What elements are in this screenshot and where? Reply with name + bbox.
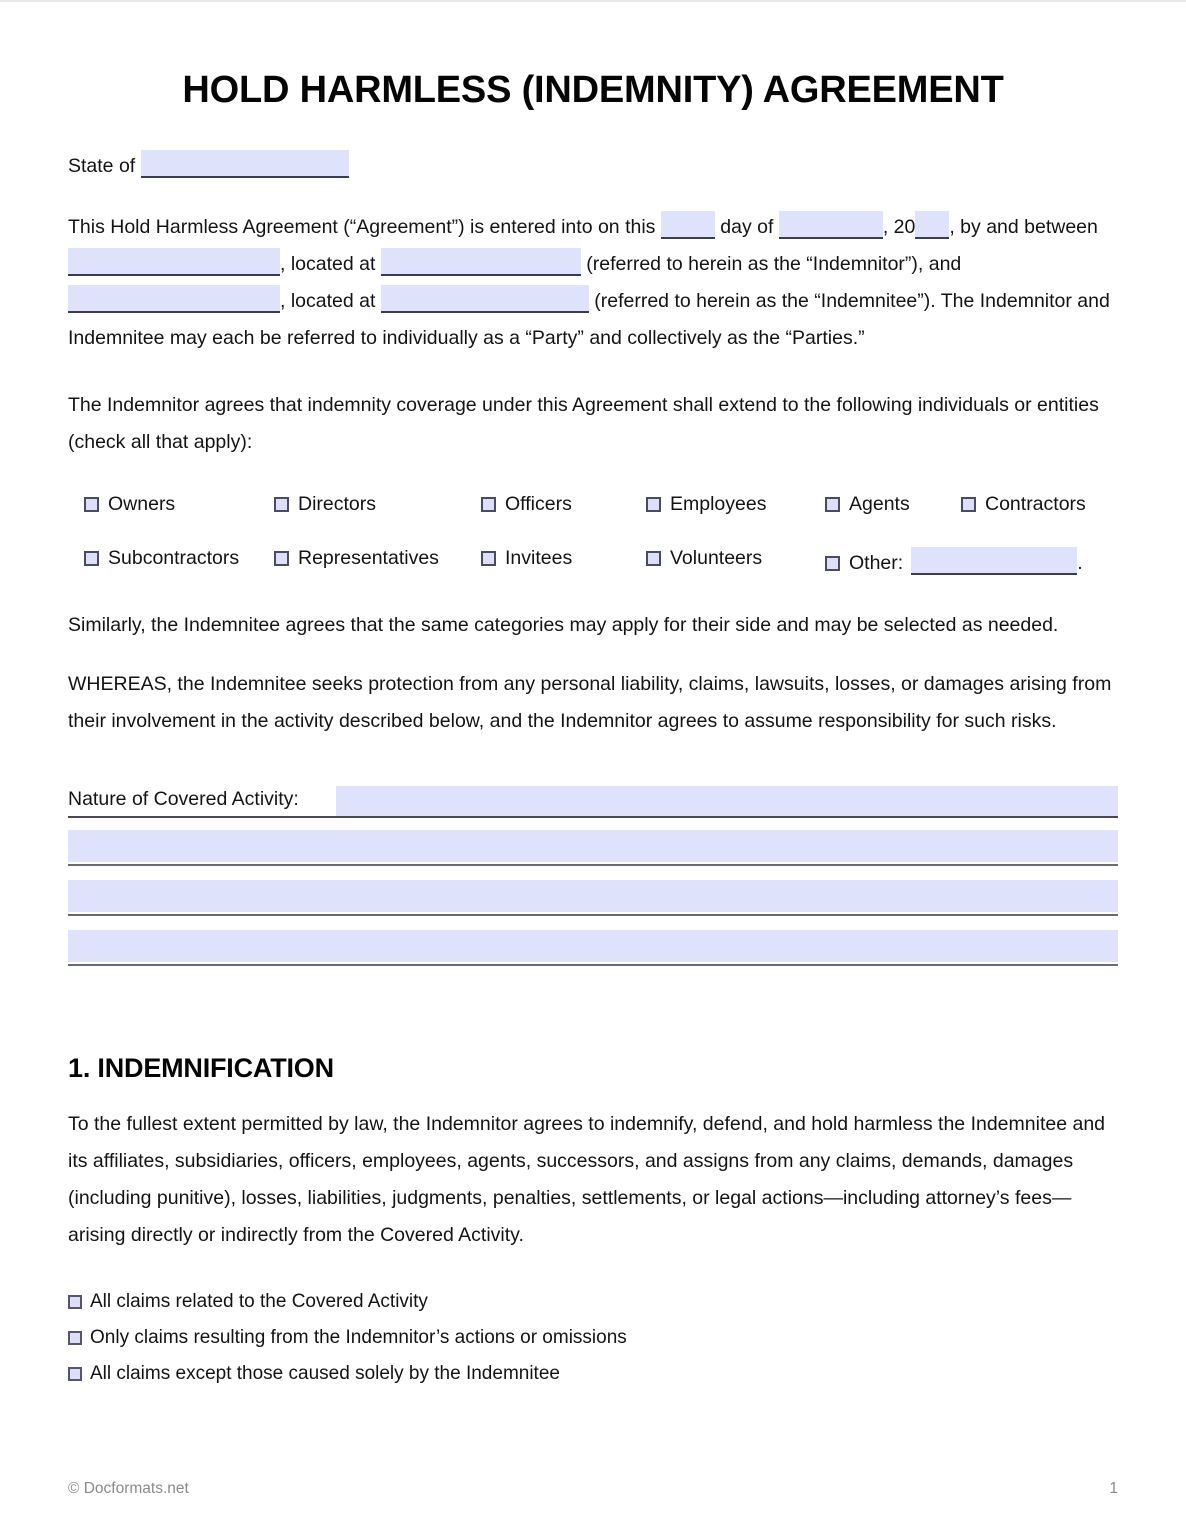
nature-line-3 — [68, 876, 1118, 926]
checkbox-item-agents[interactable] — [825, 493, 910, 515]
checkbox-icon[interactable] — [68, 1331, 82, 1345]
month-field[interactable] — [779, 211, 883, 239]
checkbox-icon[interactable] — [481, 497, 496, 512]
checkbox-label: Employees — [670, 492, 767, 515]
nature-line-1 — [68, 784, 1118, 826]
nature-field-2[interactable] — [68, 830, 1118, 862]
other-field[interactable] — [911, 547, 1077, 575]
option-label: Only claims resulting from the Indemnitor’s actions or omissions — [90, 1327, 627, 1349]
nature-of-covered-activity-block — [68, 784, 1118, 976]
indemnitee-name-field[interactable] — [68, 285, 280, 313]
state-of-label: State of — [68, 154, 136, 177]
whereas-paragraph: WHEREAS, the Indemnitee seeks protection from any personal liability, claims, lawsuits, losses, or damages arising from their involvement in the activity described below, and the Indemnitor agrees to assume responsibility for such risks. — [68, 672, 1112, 732]
nature-line-4 — [68, 926, 1118, 976]
nature-field-1[interactable] — [336, 786, 1118, 816]
nature-field-4[interactable] — [68, 930, 1118, 962]
indemnitor-name-field[interactable] — [68, 248, 280, 276]
agreement-intro-paragraph — [68, 209, 1118, 357]
checkbox-item-officers[interactable] — [481, 493, 572, 515]
checkbox-item-other[interactable] — [825, 547, 1083, 574]
page-content — [68, 2, 1118, 1392]
checkbox-icon[interactable] — [646, 551, 661, 566]
checkbox-item-volunteers[interactable] — [646, 547, 762, 569]
checkbox-label: Volunteers — [670, 546, 763, 569]
intro-text-c: , 20 — [882, 215, 916, 238]
list-item[interactable] — [68, 1284, 1118, 1320]
intro-text-a: This Hold Harmless Agreement (“Agreement”) is entered into on this — [68, 215, 656, 238]
checkbox-icon[interactable] — [84, 497, 99, 512]
nature-rule — [68, 914, 1118, 916]
nature-label: Nature of Covered Activity: — [68, 784, 305, 814]
footer-page-number: 1 — [1109, 1480, 1118, 1497]
checkbox-icon[interactable] — [84, 551, 99, 566]
checkbox-icon[interactable] — [961, 497, 976, 512]
checkbox-item-invitees[interactable] — [481, 547, 572, 569]
checkbox-label: Directors — [298, 492, 377, 515]
nature-rule — [68, 816, 1118, 818]
coverage-checkbox-row-2 — [68, 547, 1118, 581]
nature-field-3[interactable] — [68, 880, 1118, 912]
nature-rule — [68, 864, 1118, 866]
other-trailing-period: . — [1077, 551, 1083, 574]
list-item[interactable] — [68, 1320, 1118, 1356]
intro-text-h: (referred to herein as the “Indemnitee”). The Indemnitor and Indemnitee may each be referred to individually as a “Party” and collectively as the “Parties.” — [68, 289, 1110, 349]
state-of-field[interactable] — [141, 150, 349, 178]
page-title: HOLD HARMLESS (INDEMNITY) AGREEMENT — [182, 69, 1004, 111]
intro-text-b: day of — [720, 215, 774, 238]
indemnitor-address-field[interactable] — [381, 248, 581, 276]
checkbox-icon[interactable] — [481, 551, 496, 566]
checkbox-label: Other: — [849, 551, 904, 574]
intro-text-e: , located at — [280, 252, 376, 275]
checkbox-item-subcontractors[interactable] — [84, 547, 239, 569]
intro-text-g: , located at — [280, 289, 376, 312]
page-footer — [68, 1480, 1118, 1498]
list-item[interactable] — [68, 1356, 1118, 1392]
intro-text-f: (referred to herein as the “Indemnitor”), and — [586, 252, 962, 275]
checkbox-icon[interactable] — [646, 497, 661, 512]
checkbox-item-directors[interactable] — [274, 493, 376, 515]
day-field[interactable] — [661, 211, 715, 239]
checkbox-item-contractors[interactable] — [961, 493, 1086, 515]
footer-copyright: © Docformats.net — [68, 1480, 189, 1497]
checkbox-item-owners[interactable] — [84, 493, 175, 515]
intro-text-d: , by and between — [949, 215, 1098, 238]
checkbox-item-employees[interactable] — [646, 493, 766, 515]
checkbox-label: Officers — [505, 492, 572, 515]
checkbox-label: Agents — [849, 492, 910, 515]
section-1-heading: 1. INDEMNIFICATION — [68, 1052, 334, 1083]
state-of-row — [68, 150, 1118, 181]
checkbox-label: Owners — [108, 492, 176, 515]
checkbox-label: Representatives — [298, 546, 439, 569]
checkbox-icon[interactable] — [274, 551, 289, 566]
checkbox-icon[interactable] — [825, 556, 840, 571]
nature-rule — [68, 964, 1118, 966]
indemnitee-address-field[interactable] — [381, 285, 589, 313]
coverage-intro-paragraph: The Indemnitor agrees that indemnity coverage under this Agreement shall extend to the following individuals or entities (check all that apply): — [68, 393, 1099, 453]
option-label: All claims except those caused solely by the Indemnitee — [90, 1363, 560, 1385]
option-label: All claims related to the Covered Activity — [90, 1291, 428, 1313]
checkbox-icon[interactable] — [68, 1295, 82, 1309]
similarly-paragraph: Similarly, the Indemnitee agrees that the same categories may apply for their side and may be selected as needed. — [68, 613, 1059, 636]
indemnification-options-list — [68, 1284, 1118, 1392]
nature-line-2 — [68, 826, 1118, 876]
checkbox-label: Subcontractors — [108, 546, 240, 569]
year-field[interactable] — [915, 211, 949, 239]
checkbox-icon[interactable] — [825, 497, 840, 512]
section-1-body: To the fullest extent permitted by law, the Indemnitor agrees to indemnify, defend, and hold harmless the Indemnitee and its affiliates, subsidiaries, officers, employees, agents, successors, and assigns from any claims, demands, damages (including punitive), losses, liabilities, judgments, penalties, settlements, or legal actions—including attorney’s fees—arising directly or indirectly from the Covered Activity. — [68, 1113, 1106, 1247]
checkbox-label: Contractors — [985, 492, 1086, 515]
checkbox-icon[interactable] — [274, 497, 289, 512]
checkbox-label: Invitees — [505, 546, 573, 569]
checkbox-item-representatives[interactable] — [274, 547, 439, 569]
coverage-checkbox-row-1 — [68, 493, 1118, 527]
checkbox-icon[interactable] — [68, 1367, 82, 1381]
